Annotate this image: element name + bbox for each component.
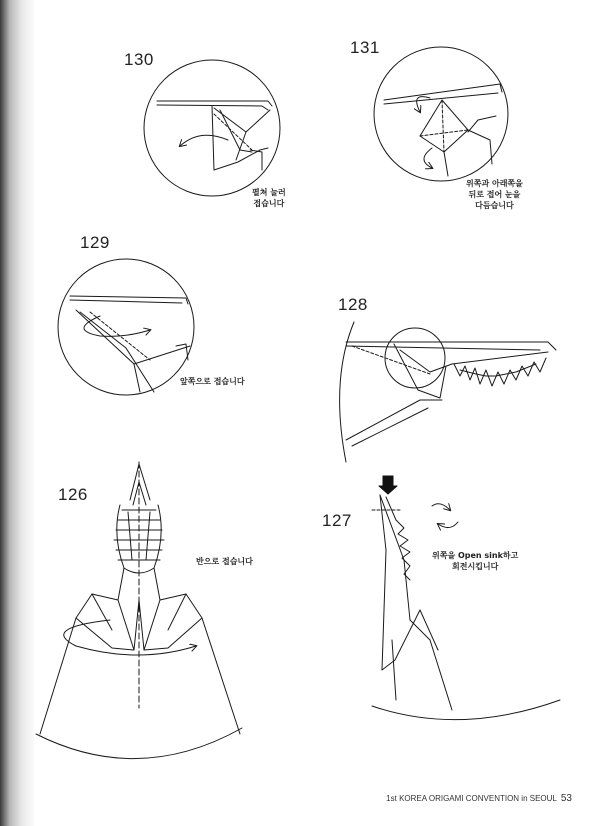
step-130-instruction: 펼쳐 눌러 접습니다 bbox=[252, 188, 286, 208]
step-number-131: 131 bbox=[350, 38, 380, 57]
step-number-129: 129 bbox=[80, 233, 110, 252]
step-number-130: 130 bbox=[124, 50, 154, 69]
step-127-diagram bbox=[372, 476, 560, 720]
step-131-instruction: 위쪽과 아래쪽을 뒤로 접어 눈을 다듬습니다 bbox=[466, 179, 523, 210]
step-number-128: 128 bbox=[338, 295, 368, 314]
step-128-diagram bbox=[340, 322, 556, 462]
step-129-instruction: 앞쪽으로 접습니다 bbox=[180, 377, 245, 386]
step-130-diagram bbox=[144, 60, 280, 196]
step-131-diagram bbox=[374, 47, 508, 181]
step-number-127: 127 bbox=[322, 511, 352, 530]
step-126-diagram bbox=[36, 462, 242, 759]
step-129-diagram bbox=[58, 259, 194, 395]
page-number: 53 bbox=[560, 793, 572, 804]
step-number-126: 126 bbox=[58, 485, 88, 504]
step-127-instruction: 위쪽을 Open sink하고 회전시킵니다 bbox=[432, 551, 519, 571]
footer-event-title: 1st KOREA ORIGAMI CONVENTION in SEOUL bbox=[386, 794, 557, 803]
page-footer bbox=[386, 793, 572, 804]
step-126-instruction: 반으로 접습니다 bbox=[196, 557, 253, 566]
